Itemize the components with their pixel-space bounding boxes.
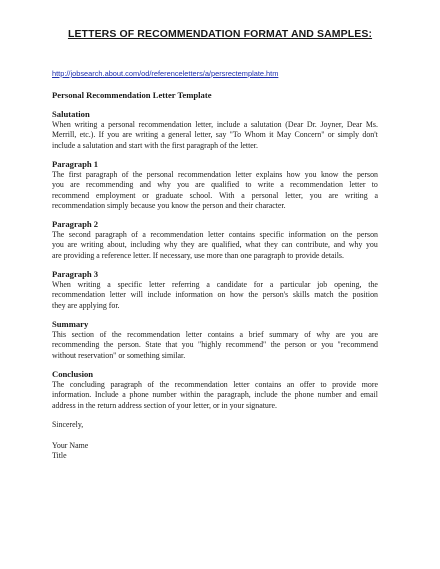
- section-heading: Summary: [52, 319, 89, 329]
- section-line: you are recommending and why you are qualified to write a recommendation letter to: [52, 180, 378, 190]
- source-link[interactable]: http://jobsearch.about.com/od/referenceletters/a/persrectemplate.htm: [52, 69, 279, 78]
- section-line: you are writing about, including why they are qualified, what they can contribute, and why you: [52, 240, 378, 250]
- section-heading: Paragraph 3: [52, 269, 99, 279]
- section-line: address in the return address section of your letter, or in your signature.: [52, 400, 277, 410]
- section-line: The second paragraph of a recommendation letter contains specific information on the person: [52, 230, 378, 239]
- section-line: are providing a reference letter. If necessary, use more than one paragraph to provide details.: [52, 250, 344, 260]
- section-heading: Salutation: [52, 109, 90, 119]
- section-conclusion: [52, 369, 378, 411]
- section-line: recommendation simply because you know the person and their character.: [52, 201, 286, 211]
- page-title: LETTERS OF RECOMMENDATION FORMAT AND SAMPLES:: [67, 28, 373, 40]
- section-heading: Conclusion: [52, 369, 94, 379]
- section-line: they are applying for.: [52, 300, 120, 310]
- section-summary: [52, 319, 378, 361]
- closing-salutation: Sincerely,: [52, 420, 84, 429]
- section-line: recommending the person. State that you "highly recommend" the person or you "recommend: [52, 340, 378, 350]
- document-heading: Personal Recommendation Letter Template: [52, 90, 212, 100]
- section-line: When writing a specific letter referring a candidate for a particular job opening, the: [52, 280, 378, 289]
- section-paragraph-3: [52, 269, 378, 311]
- section-paragraph-2: [52, 219, 378, 261]
- section-line: without reservation" or something similar.: [52, 350, 186, 360]
- section-line: information. Include a phone number within the paragraph, include the phone number and email: [52, 390, 378, 400]
- section-line: recommend employment or graduate school. With a personal letter, you are writing a: [52, 190, 378, 200]
- section-line: This section of the recommendation letter contains a brief summary of why are you are: [52, 330, 378, 339]
- signature-title: Title: [52, 451, 67, 460]
- section-line: Merrill, etc.). If you are writing a general letter, say "To Whom it May Concern" or simply don't: [52, 130, 378, 140]
- section-paragraph-1: [52, 159, 378, 212]
- section-line: When writing a personal recommendation letter, include a salutation (Dear Dr. Joyner, Dear Ms.: [52, 120, 378, 129]
- section-line: The first paragraph of the personal recommendation letter explains how you know the person: [52, 170, 378, 179]
- section-line: The concluding paragraph of the recommendation letter contains an offer to provide more: [52, 380, 378, 389]
- signature-name: Your Name: [52, 441, 89, 450]
- section-line: include a salutation and start with the first paragraph of the letter.: [52, 140, 258, 150]
- section-heading: Paragraph 2: [52, 219, 99, 229]
- section-line: recommendation letter will include information on how the person's skills match the position: [52, 290, 378, 300]
- section-heading: Paragraph 1: [52, 159, 99, 169]
- section-salutation: [52, 109, 378, 151]
